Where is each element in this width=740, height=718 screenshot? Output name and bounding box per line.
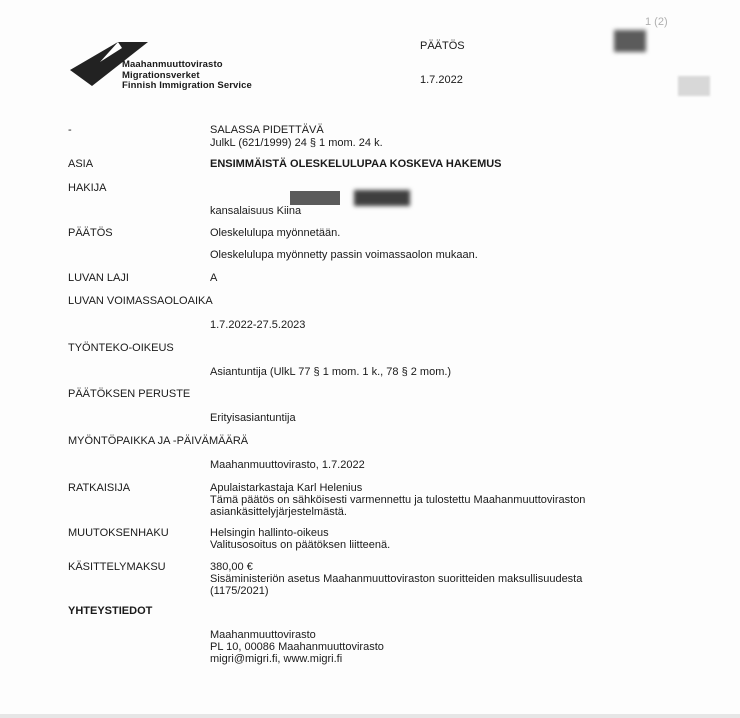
kasittelymaksu-line: Sisäministeriön asetus Maahanmuuttoviraston suoritteiden maksullisuudesta xyxy=(210,573,583,585)
redaction-block xyxy=(354,190,410,206)
redaction-block xyxy=(290,191,340,205)
muutoksenhaku-label: MUUTOKSENHAKU xyxy=(68,527,169,539)
redaction-block xyxy=(678,76,710,96)
paatos-line: Oleskelulupa myönnetään. xyxy=(210,227,341,239)
yhteystiedot-label: YHTEYSTIEDOT xyxy=(68,605,153,617)
classification-label: - xyxy=(68,124,72,136)
classification-line: JulkL (621/1999) 24 § 1 mom. 24 k. xyxy=(210,137,383,149)
hakija-value: kansalaisuus Kiina xyxy=(210,205,302,217)
myontopaikka-label: MYÖNTÖPAIKKA JA -PÄIVÄMÄÄRÄ xyxy=(68,435,249,447)
muutoksenhaku-line: Helsingin hallinto-oikeus xyxy=(210,527,329,539)
kasittelymaksu-label: KÄSITTELYMAKSU xyxy=(68,561,166,573)
paatos-label: PÄÄTÖS xyxy=(68,227,113,239)
ratkaisija-line: Tämä päätös on sähköisesti varmennettu ja tulostettu Maahanmuuttoviraston xyxy=(210,494,586,506)
ratkaisija-line: Apulaistarkastaja Karl Helenius xyxy=(210,482,363,494)
luvan-laji-label: LUVAN LAJI xyxy=(68,272,129,284)
organization-name xyxy=(122,60,252,92)
ratkaisija-label: RATKAISIJA xyxy=(68,482,131,494)
yhteystiedot-line: PL 10, 00086 Maahanmuuttovirasto xyxy=(210,641,384,653)
page-number: 1 (2) xyxy=(645,16,668,28)
peruste-value: Erityisasiantuntija xyxy=(210,412,296,424)
peruste-label: PÄÄTÖKSEN PERUSTE xyxy=(68,388,191,400)
muutoksenhaku-line: Valitusosoitus on päätöksen liitteenä. xyxy=(210,539,391,551)
kasittelymaksu-line: 380,00 € xyxy=(210,561,253,573)
voimassaoloaika-value: 1.7.2022-27.5.2023 xyxy=(210,319,306,331)
voimassaoloaika-label: LUVAN VOIMASSAOLOAIKA xyxy=(68,295,213,307)
ratkaisija-line: asiankäsittelyjärjestelmästä. xyxy=(210,506,347,518)
paatos-line: Oleskelulupa myönnetty passin voimassaolon mukaan. xyxy=(210,249,478,261)
kasittelymaksu-line: (1175/2021) xyxy=(210,585,269,597)
org-line-sv: Migrationsverket xyxy=(122,69,200,81)
asia-value: ENSIMMÄISTÄ OLESKELULUPAA KOSKEVA HAKEMUS xyxy=(210,158,502,170)
page-bottom-edge xyxy=(0,714,740,718)
yhteystiedot-line: Maahanmuuttovirasto xyxy=(210,629,316,641)
hakija-label: HAKIJA xyxy=(68,182,107,194)
document-date: 1.7.2022 xyxy=(420,74,463,86)
asia-label: ASIA xyxy=(68,158,94,170)
org-line-en: Finnish Immigration Service xyxy=(122,80,252,91)
myontopaikka-value: Maahanmuuttovirasto, 1.7.2022 xyxy=(210,459,365,471)
document-type: PÄÄTÖS xyxy=(420,40,465,52)
org-line-fi: Maahanmuuttovirasto xyxy=(122,59,223,70)
redaction-block xyxy=(614,30,646,52)
classification-line: SALASSA PIDETTÄVÄ xyxy=(210,124,324,136)
luvan-laji-value: A xyxy=(210,272,218,284)
tyonteko-value: Asiantuntija (UlkL 77 § 1 mom. 1 k., 78 § 2 mom.) xyxy=(210,366,452,378)
yhteystiedot-line: migri@migri.fi, www.migri.fi xyxy=(210,653,343,665)
tyonteko-label: TYÖNTEKO-OIKEUS xyxy=(68,342,174,354)
